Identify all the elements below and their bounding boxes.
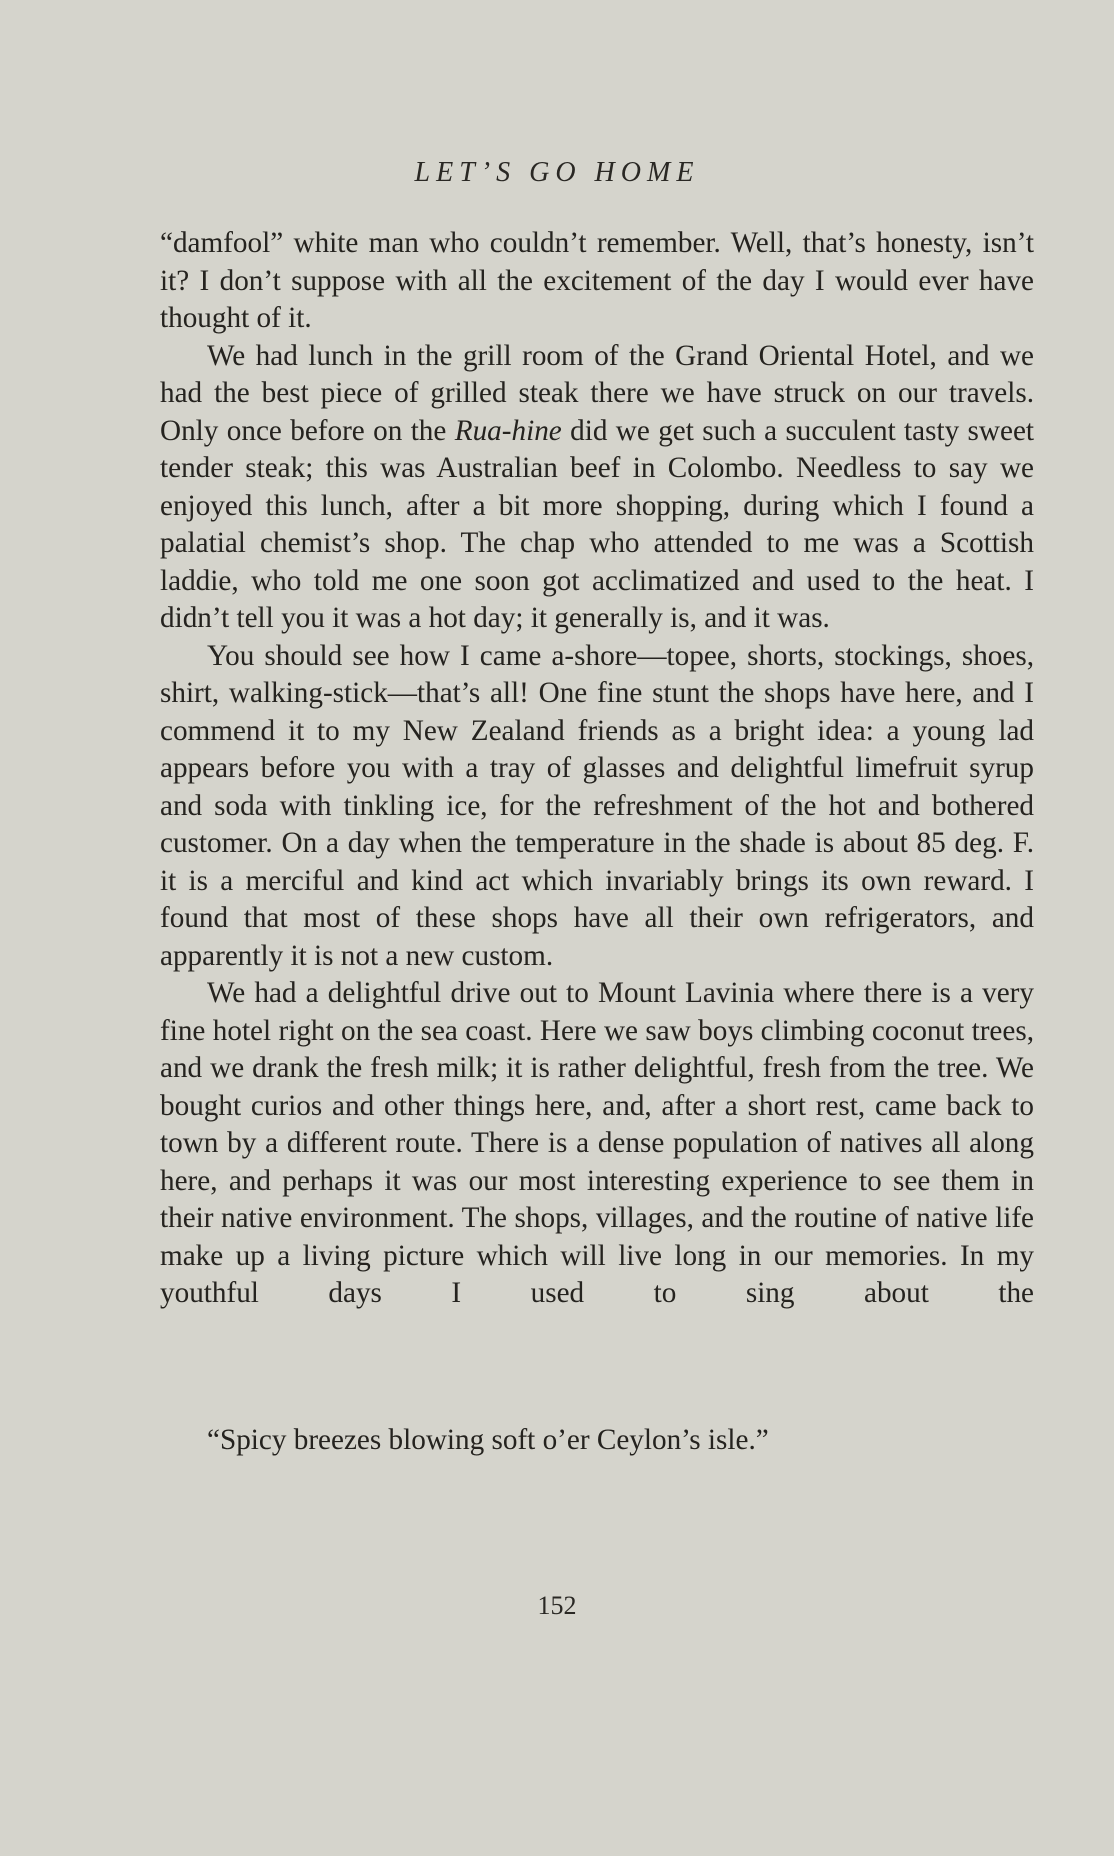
body-text xyxy=(160,225,1034,1313)
paragraph-2 xyxy=(160,338,1034,638)
running-head: LET’S GO HOME xyxy=(414,157,700,188)
quoted-verse: “Spicy breezes blowing soft o’er Ceylon’s isle.” xyxy=(207,1424,769,1456)
page-number: 152 xyxy=(537,1591,577,1620)
paragraph-1: “damfool” white man who couldn’t remember. Well, that’s honesty, isn’t it? I don’t suppose with all the excitement of the day I would ever have thought of it. xyxy=(160,227,1034,334)
paragraph-4: We had a delightful drive out to Mount Lavinia where there is a very fine hotel right on the sea coast. Here we saw boys climbing coconut trees, and we drank the fresh milk; it is rather delightful, fresh from the tree. We bought curios and other things here, and, after a short rest, came back to town by a different route. There is a dense population of natives all along here, and perhaps it was our most interesting experience to see them in their native environment. The shops, villages, and the routine of native life make up a living picture which will live long in our memories. In my youthful days I used to sing about the xyxy=(160,977,1034,1309)
paragraph-3: You should see how I came a-shore—topee, shorts, stockings, shoes, shirt, walking-stick—that’s all! One fine stunt the shops have here, and I commend it to my New Zealand friends as a bright idea: a young lad appears before you with a tray of glasses and delightful limefruit syrup and soda with tinkling ice, for the refreshment of the hot and bothered customer. On a day when the temperature in the shade is about 85 deg. F. it is a merciful and kind act which invariably brings its own reward. I found that most of these shops have all their own refrigerators, and apparently it is not a new custom. xyxy=(160,639,1034,972)
paragraph-2-part-1: We had lunch in the grill room of the Grand Oriental Hotel, and we had the best piece of grilled steak there we have struck on our travels. Only once before on the xyxy=(160,339,1034,447)
ship-name-italic: Rua-hine xyxy=(454,414,562,447)
paragraph-2-part-2: did we get such a succulent tasty sweet tender steak; this was Australian beef in Colombo. Needless to say we enjoyed this lunch, after a bit more shopping, during which I found a palatial chemist’s shop. The chap who attended to me was a Scottish laddie, who told me one soon got acclimatized and used to the heat. I didn’t tell you it was a hot day; it generally is, and it was. xyxy=(160,414,1035,634)
